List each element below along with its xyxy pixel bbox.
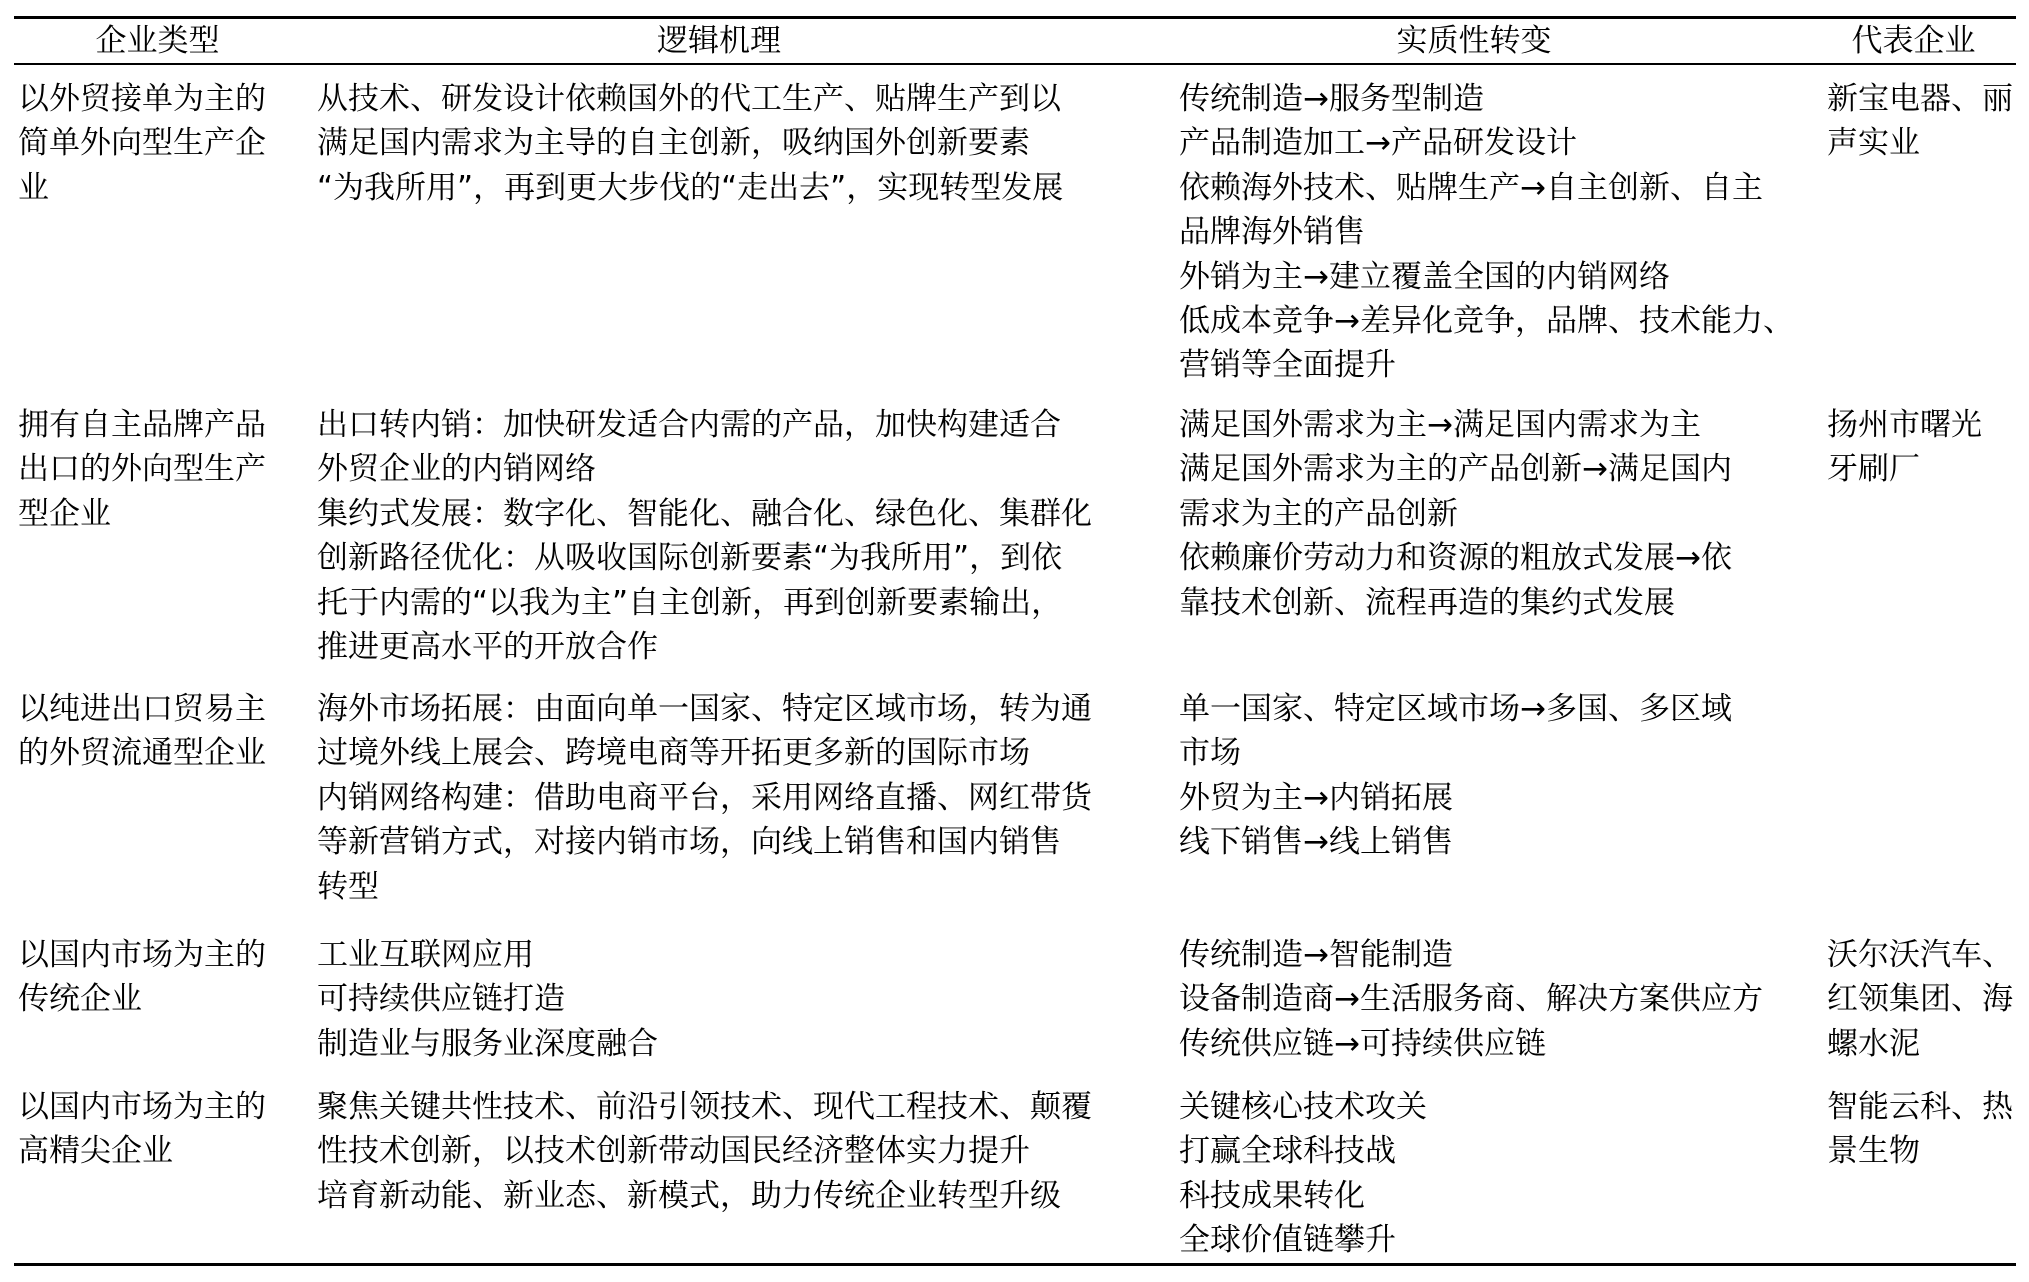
cell-representative-enterprise bbox=[1811, 64, 2016, 395]
text-line: 工业互联网应用 bbox=[317, 937, 534, 973]
cell-logic-mechanism bbox=[301, 919, 1137, 1073]
text-line: 产品制造加工→产品研发设计 bbox=[1179, 125, 1577, 162]
text-line: 沃尔沃汽车、 bbox=[1827, 937, 2013, 973]
text-line: 以纯进出口贸易主 bbox=[18, 691, 266, 727]
text-line: 景生物 bbox=[1827, 1133, 1920, 1170]
text-line: 需求为主的产品创新 bbox=[1179, 495, 1458, 532]
table-row bbox=[14, 64, 2016, 395]
text-line: 转型 bbox=[317, 868, 379, 905]
text-line: 拥有自主品牌产品 bbox=[18, 407, 266, 443]
cell-representative-enterprise bbox=[1811, 919, 2016, 1073]
cell-representative-enterprise bbox=[1811, 1073, 2016, 1265]
cell-enterprise-type bbox=[14, 64, 301, 395]
text-line: 打赢全球科技战 bbox=[1179, 1133, 1396, 1170]
text-line: 聚焦关键共性技术、前沿引领技术、现代工程技术、颠覆 bbox=[317, 1089, 1092, 1125]
cell-representative-enterprise bbox=[1811, 395, 2016, 677]
text-line: 红领集团、海 bbox=[1827, 981, 2013, 1018]
table-row bbox=[14, 395, 2016, 677]
text-line: 营销等全面提升 bbox=[1179, 347, 1396, 384]
text-line: 以国内市场为主的 bbox=[18, 1089, 266, 1125]
text-line: 靠技术创新、流程再造的集约式发展 bbox=[1179, 584, 1675, 621]
table-row bbox=[14, 1073, 2016, 1265]
text-line: 关键核心技术攻关 bbox=[1179, 1089, 1427, 1125]
text-line: 简单外向型生产企 bbox=[18, 125, 266, 162]
text-line: 业 bbox=[18, 169, 49, 206]
text-line: 声实业 bbox=[1827, 125, 1920, 162]
cell-substantive-change bbox=[1137, 64, 1811, 395]
text-line: 外贸为主→内销拓展 bbox=[1179, 779, 1453, 816]
text-line: 依赖廉价劳动力和资源的粗放式发展→依 bbox=[1179, 540, 1732, 577]
text-line: 制造业与服务业深度融合 bbox=[317, 1025, 658, 1062]
text-line: 依赖海外技术、贴牌生产→自主创新、自主 bbox=[1179, 169, 1763, 206]
table-row bbox=[14, 919, 2016, 1073]
table-body bbox=[14, 64, 2016, 1265]
text-line: 市场 bbox=[1179, 735, 1241, 772]
cell-logic-mechanism bbox=[301, 64, 1137, 395]
table-header bbox=[14, 18, 2016, 65]
cell-substantive-change bbox=[1137, 1073, 1811, 1265]
text-line: 培育新动能、新业态、新模式，助力传统企业转型升级 bbox=[317, 1177, 1061, 1214]
cell-logic-mechanism bbox=[301, 395, 1137, 677]
cell-logic-mechanism bbox=[301, 677, 1137, 919]
text-line: 出口的外向型生产 bbox=[18, 451, 266, 488]
text-line: 创新路径优化：从吸收国际创新要素“为我所用”，到依 bbox=[317, 540, 1063, 577]
cell-logic-mechanism bbox=[301, 1073, 1137, 1265]
text-line: 牙刷厂 bbox=[1827, 451, 1920, 488]
text-line: 可持续供应链打造 bbox=[317, 981, 565, 1018]
text-line: 传统供应链→可持续供应链 bbox=[1179, 1025, 1546, 1062]
text-line: 满足国外需求为主的产品创新→满足国内 bbox=[1179, 451, 1732, 488]
text-line: 设备制造商→生活服务商、解决方案供应方 bbox=[1179, 981, 1763, 1018]
text-line: 传统制造→智能制造 bbox=[1179, 937, 1453, 973]
text-line: 托于内需的“以我为主”自主创新，再到创新要素输出， bbox=[317, 584, 1063, 621]
cell-enterprise-type bbox=[14, 919, 301, 1073]
text-line: 型企业 bbox=[18, 495, 111, 532]
text-line: 科技成果转化 bbox=[1179, 1177, 1365, 1214]
text-line: 以国内市场为主的 bbox=[18, 937, 266, 973]
cell-enterprise-type bbox=[14, 677, 301, 919]
data-table bbox=[14, 16, 2016, 1266]
text-line: 的外贸流通型企业 bbox=[18, 735, 266, 772]
header-logic-mechanism: 逻辑机理 bbox=[657, 23, 781, 59]
enterprise-transformation-table bbox=[14, 16, 2016, 1266]
text-line: 满足国内需求为主导的自主创新，吸纳国外创新要素 bbox=[317, 125, 1030, 162]
table-row bbox=[14, 677, 2016, 919]
text-line: 等新营销方式，对接内销市场，向线上销售和国内销售 bbox=[317, 824, 1061, 861]
text-line: 外销为主→建立覆盖全国的内销网络 bbox=[1179, 258, 1670, 295]
text-line: 传统制造→服务型制造 bbox=[1179, 81, 1484, 117]
text-line: 海外市场拓展：由面向单一国家、特定区域市场，转为通 bbox=[317, 691, 1092, 727]
text-line: 线下销售→线上销售 bbox=[1179, 824, 1453, 861]
header-row bbox=[14, 18, 2016, 65]
text-line: 低成本竞争→差异化竞争，品牌、技术能力、 bbox=[1179, 303, 1794, 340]
text-line: 品牌海外销售 bbox=[1179, 214, 1365, 251]
cell-substantive-change bbox=[1137, 677, 1811, 919]
text-line: 智能云科、热 bbox=[1827, 1089, 2013, 1125]
cell-enterprise-type bbox=[14, 1073, 301, 1265]
text-line: 性技术创新，以技术创新带动国民经济整体实力提升 bbox=[317, 1133, 1030, 1170]
text-line: 新宝电器、丽 bbox=[1827, 81, 2013, 117]
cell-representative-enterprise bbox=[1811, 677, 2016, 919]
text-line: 出口转内销：加快研发适合内需的产品，加快构建适合 bbox=[317, 407, 1061, 443]
text-line: 满足国外需求为主→满足国内需求为主 bbox=[1179, 407, 1701, 443]
text-line: 全球价值链攀升 bbox=[1179, 1222, 1396, 1259]
text-line: 高精尖企业 bbox=[18, 1133, 173, 1170]
header-enterprise-type: 企业类型 bbox=[95, 23, 220, 59]
cell-substantive-change bbox=[1137, 919, 1811, 1073]
text-line: 内销网络构建：借助电商平台，采用网络直播、网红带货 bbox=[317, 779, 1092, 816]
text-line: 集约式发展：数字化、智能化、融合化、绿色化、集群化 bbox=[317, 495, 1092, 532]
text-line: 螺水泥 bbox=[1827, 1025, 1920, 1062]
text-line: 从技术、研发设计依赖国外的代工生产、贴牌生产到以 bbox=[317, 81, 1061, 117]
text-line: 推进更高水平的开放合作 bbox=[317, 629, 658, 666]
text-line: 外贸企业的内销网络 bbox=[317, 451, 596, 488]
text-line: 以外贸接单为主的 bbox=[18, 81, 266, 117]
text-line: 扬州市曙光 bbox=[1827, 407, 1982, 443]
text-line: 传统企业 bbox=[18, 981, 142, 1018]
text-line: “为我所用”，再到更大步伐的“走出去”，实现转型发展 bbox=[317, 169, 1064, 206]
text-line: 过境外线上展会、跨境电商等开拓更多新的国际市场 bbox=[317, 735, 1030, 772]
header-representative-enterprise: 代表企业 bbox=[1851, 23, 1976, 59]
cell-enterprise-type bbox=[14, 395, 301, 677]
cell-substantive-change bbox=[1137, 395, 1811, 677]
header-substantive-change: 实质性转变 bbox=[1396, 23, 1552, 59]
text-line: 单一国家、特定区域市场→多国、多区域 bbox=[1179, 691, 1732, 727]
